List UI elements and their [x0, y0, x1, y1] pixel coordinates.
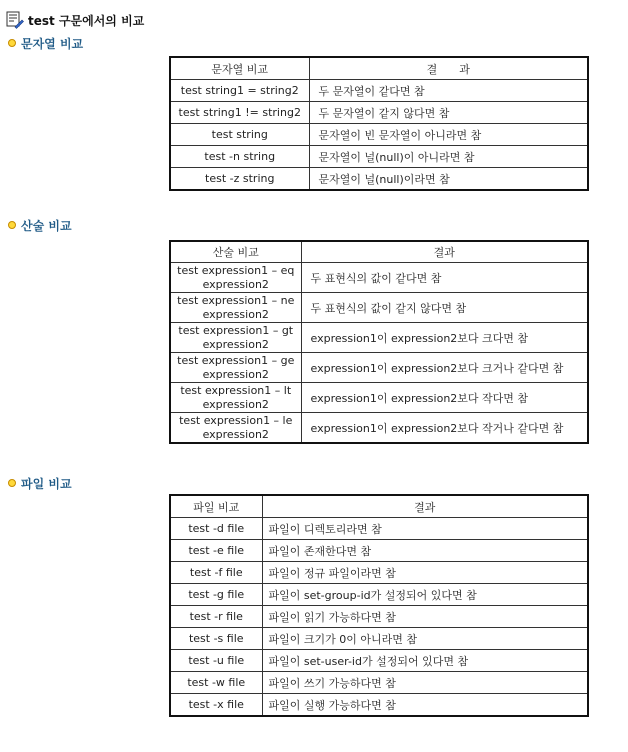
table-header-row — [170, 57, 588, 80]
expression-cell: test -g file — [170, 584, 262, 606]
result-cell: 두 문자열이 같다면 참 — [309, 80, 588, 102]
expression-cell: test -r file — [170, 606, 262, 628]
expression-cell: test expression1 – ge expression2 — [170, 353, 301, 383]
expression-cell: test -e file — [170, 540, 262, 562]
page-title-text: test 구문에서의 비교 — [28, 13, 145, 28]
table-row — [170, 168, 588, 191]
bullet-icon — [8, 221, 16, 229]
expression-cell: test string1 = string2 — [170, 80, 309, 102]
result-cell: 파일이 set-group-id가 설정되어 있다면 참 — [262, 584, 588, 606]
table-row — [170, 413, 588, 444]
result-cell: 문자열이 빈 문자열이 아니라면 참 — [309, 124, 588, 146]
arithmetic-comparison-table — [169, 240, 589, 444]
document-edit-icon — [6, 11, 24, 29]
expression-cell: test -s file — [170, 628, 262, 650]
file-comparison-table — [169, 494, 589, 717]
result-cell: 파일이 읽기 가능하다면 참 — [262, 606, 588, 628]
table-row — [170, 518, 588, 540]
expression-cell: test -w file — [170, 672, 262, 694]
expression-cell: test string1 != string2 — [170, 102, 309, 124]
table-row — [170, 263, 588, 293]
column-header: 파일 비교 — [170, 495, 262, 518]
result-cell: 파일이 크기가 0이 아니라면 참 — [262, 628, 588, 650]
section-header-string — [8, 35, 83, 51]
bullet-icon — [8, 39, 16, 47]
section-title: 산술 비교 — [21, 218, 72, 233]
table-row — [170, 323, 588, 353]
result-cell: 파일이 정규 파일이라면 참 — [262, 562, 588, 584]
table-row — [170, 584, 588, 606]
result-cell: 두 문자열이 같지 않다면 참 — [309, 102, 588, 124]
expression-cell: test expression1 – eq expression2 — [170, 263, 301, 293]
table-row — [170, 694, 588, 717]
table-row — [170, 628, 588, 650]
result-cell: 파일이 실행 가능하다면 참 — [262, 694, 588, 717]
expression-cell: test expression1 – le expression2 — [170, 413, 301, 444]
column-header: 결과 — [301, 241, 588, 263]
expression-cell: test -d file — [170, 518, 262, 540]
result-cell: expression1이 expression2보다 크다면 참 — [301, 323, 588, 353]
column-header: 문자열 비교 — [170, 57, 309, 80]
column-header: 결과 — [262, 495, 588, 518]
string-comparison-table — [169, 56, 589, 191]
table-header-row — [170, 495, 588, 518]
table-row — [170, 146, 588, 168]
result-cell: 두 표현식의 값이 같다면 참 — [301, 263, 588, 293]
table-row — [170, 672, 588, 694]
section-header-arithmetic — [8, 217, 72, 233]
result-cell: expression1이 expression2보다 작다면 참 — [301, 383, 588, 413]
result-cell: 파일이 set-user-id가 설정되어 있다면 참 — [262, 650, 588, 672]
table-row — [170, 80, 588, 102]
column-header: 결 과 — [309, 57, 588, 80]
expression-cell: test -f file — [170, 562, 262, 584]
section-title: 파일 비교 — [21, 476, 72, 491]
table-row — [170, 293, 588, 323]
expression-cell: test -z string — [170, 168, 309, 191]
result-cell: 두 표현식의 값이 같지 않다면 참 — [301, 293, 588, 323]
bullet-icon — [8, 479, 16, 487]
table-row — [170, 606, 588, 628]
result-cell: 파일이 디렉토리라면 참 — [262, 518, 588, 540]
result-cell: 파일이 쓰기 가능하다면 참 — [262, 672, 588, 694]
section-header-file — [8, 475, 72, 491]
result-cell: 파일이 존재한다면 참 — [262, 540, 588, 562]
table-row — [170, 540, 588, 562]
expression-cell: test expression1 – ne expression2 — [170, 293, 301, 323]
table-row — [170, 650, 588, 672]
result-cell: expression1이 expression2보다 크거나 같다면 참 — [301, 353, 588, 383]
expression-cell: test expression1 – lt expression2 — [170, 383, 301, 413]
expression-cell: test string — [170, 124, 309, 146]
expression-cell: test -n string — [170, 146, 309, 168]
section-title: 문자열 비교 — [21, 36, 84, 51]
result-cell: 문자열이 널(null)이라면 참 — [309, 168, 588, 191]
expression-cell: test expression1 – gt expression2 — [170, 323, 301, 353]
result-cell: 문자열이 널(null)이 아니라면 참 — [309, 146, 588, 168]
table-header-row — [170, 241, 588, 263]
column-header: 산술 비교 — [170, 241, 301, 263]
table-row — [170, 383, 588, 413]
result-cell: expression1이 expression2보다 작거나 같다면 참 — [301, 413, 588, 444]
table-row — [170, 562, 588, 584]
page-title — [6, 10, 144, 30]
table-row — [170, 124, 588, 146]
expression-cell: test -x file — [170, 694, 262, 717]
table-row — [170, 102, 588, 124]
expression-cell: test -u file — [170, 650, 262, 672]
table-row — [170, 353, 588, 383]
